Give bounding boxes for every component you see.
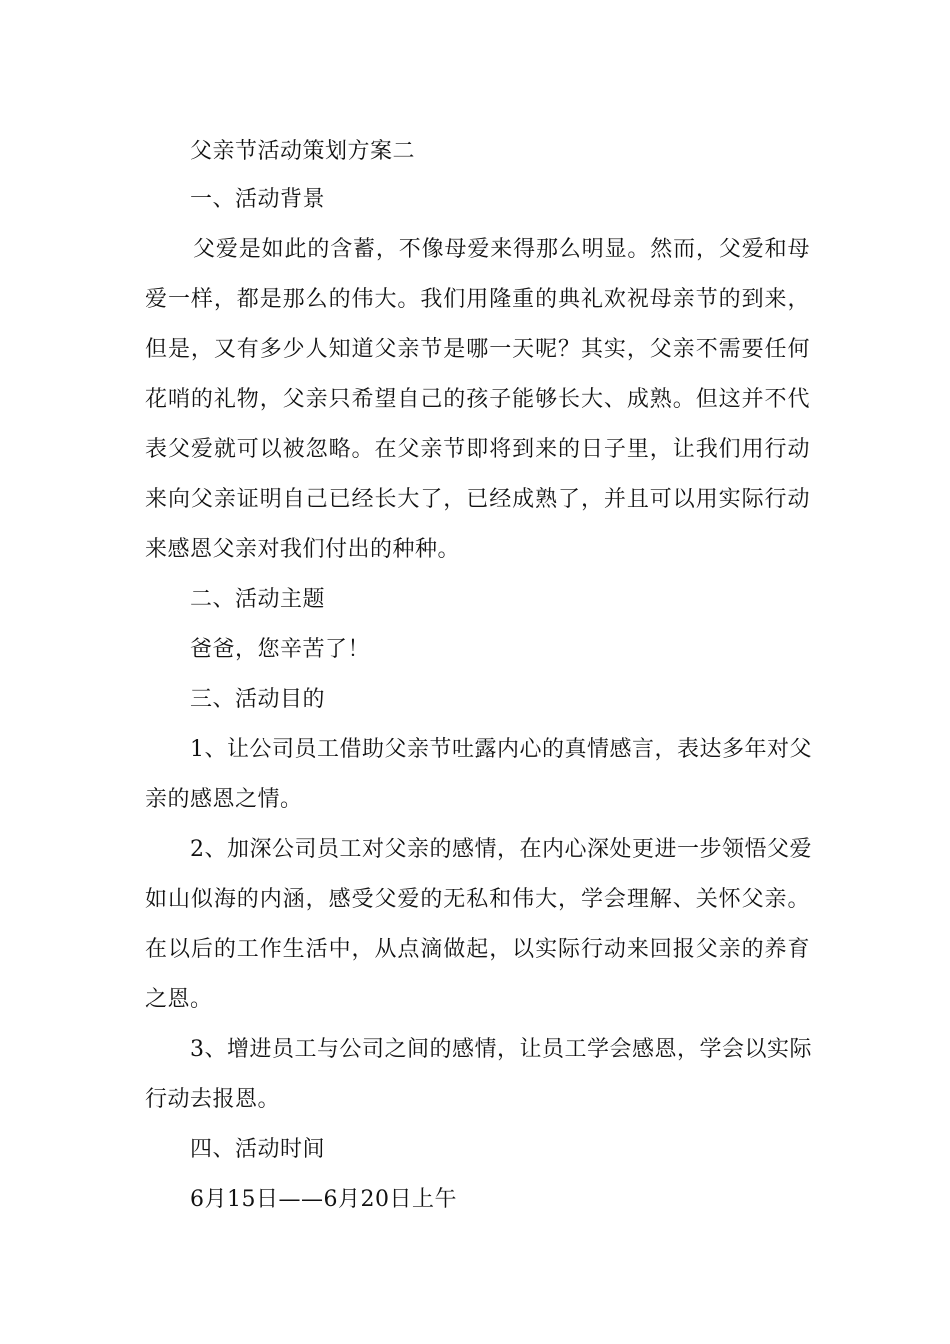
background-paragraph-line: 父爱是如此的含蓄，不像母爱来得那么明显。然而，父爱和母: [193, 237, 810, 262]
purpose-item-line: 3、增进员工与公司之间的感情，让员工学会感恩，学会以实际: [190, 1037, 812, 1062]
purpose-item-line: 行动去报恩。: [145, 1087, 281, 1112]
background-paragraph-line: 来感恩父亲对我们付出的种种。: [145, 537, 461, 562]
purpose-item-line: 2、加深公司员工对父亲的感情，在内心深处更进一步领悟父爱: [190, 837, 812, 862]
background-paragraph-line: 来向父亲证明自己已经长大了，已经成熟了，并且可以用实际行动: [145, 487, 810, 512]
background-paragraph-line: 但是，又有多少人知道父亲节是哪一天呢？其实，父亲不需要任何: [145, 337, 810, 362]
purpose-item-line: 如山似海的内涵，感受父爱的无私和伟大，学会理解、关怀父亲。: [145, 887, 810, 912]
section-heading-theme: 二、活动主题: [190, 587, 326, 612]
background-paragraph-line: 爱一样，都是那么的伟大。我们用隆重的典礼欢祝母亲节的到来，: [145, 287, 810, 312]
theme-text: 爸爸，您辛苦了！: [190, 637, 371, 662]
section-heading-background: 一、活动背景: [190, 187, 326, 212]
document-title: 父亲节活动策划方案二: [190, 139, 416, 164]
background-paragraph-line: 表父爱就可以被忽略。在父亲节即将到来的日子里，让我们用行动: [145, 437, 810, 462]
purpose-item-line: 之恩。: [145, 987, 213, 1012]
purpose-item-line: 在以后的工作生活中，从点滴做起，以实际行动来回报父亲的养育: [145, 937, 810, 962]
background-paragraph-line: 花哨的礼物，父亲只希望自己的孩子能够长大、成熟。但这并不代: [145, 387, 810, 412]
purpose-item-line: 亲的感恩之情。: [145, 787, 303, 812]
purpose-item-line: 1、让公司员工借助父亲节吐露内心的真情感言，表达多年对父: [190, 737, 812, 762]
section-heading-purpose: 三、活动目的: [190, 687, 326, 712]
section-heading-time: 四、活动时间: [190, 1137, 326, 1162]
event-time-text: 6月15日——6月20日上午: [190, 1187, 457, 1212]
